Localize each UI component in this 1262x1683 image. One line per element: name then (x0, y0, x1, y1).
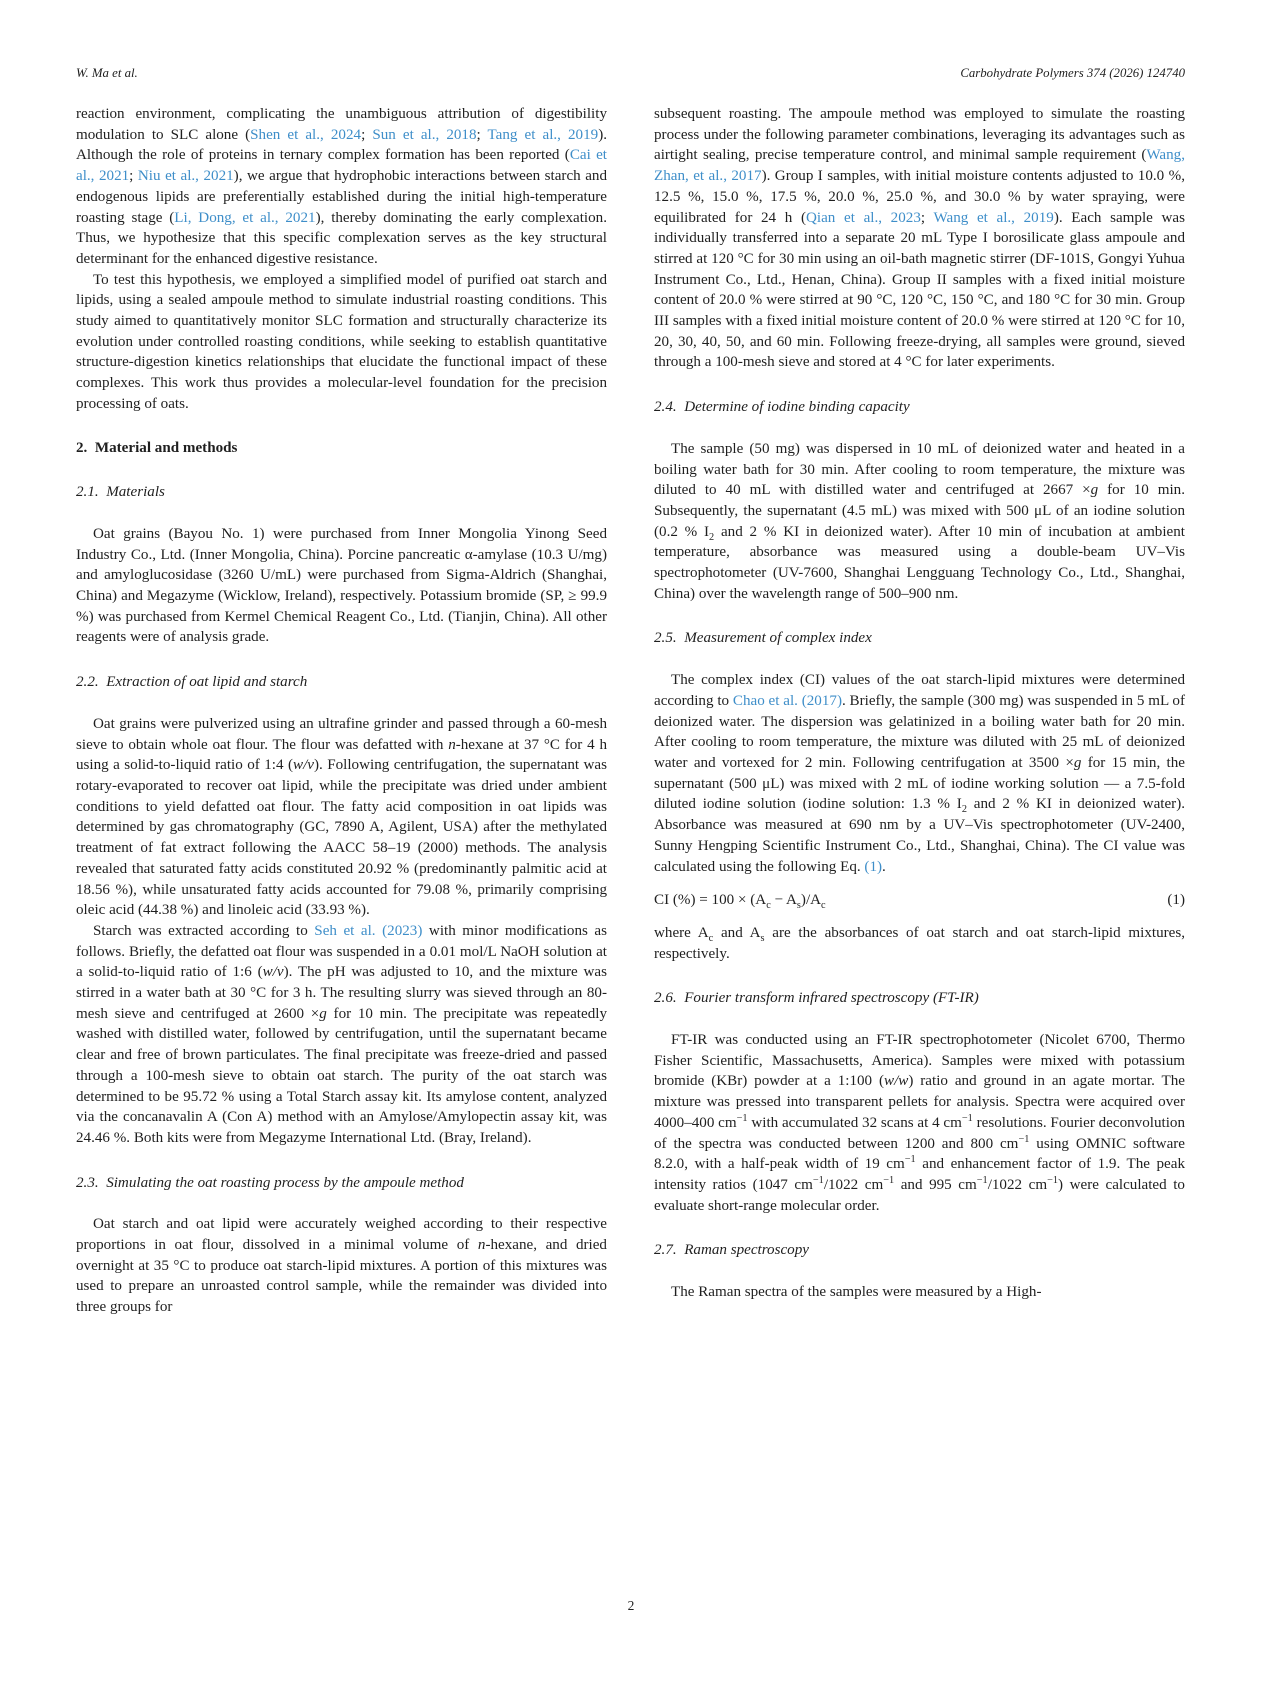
text-run: for 15 min, the supernatant (500 μL) was mixed with 2 mL of iodine working solution — a 7.5-fold diluted iodine solution (iodine solution: 1.3 % I (654, 754, 1185, 813)
italic-text: w/v (262, 964, 284, 981)
page-number: 2 (627, 1598, 635, 1613)
left-column (76, 104, 607, 1318)
subscript-text: 2 (961, 804, 967, 816)
text-run: reaction environment, complicating the unambiguous attribution of digestibility modulation to SLC alone ( (76, 106, 607, 143)
citation-link[interactable]: Sun et al., 2018 (372, 126, 477, 143)
text-run: 2.6. Fourier transform infrared spectroscopy (FT-IR) (654, 990, 979, 1007)
text-run: CI (%) = 100 × (A (654, 892, 767, 909)
citation-link[interactable]: (1) (864, 858, 883, 875)
text-run: ) were calculated to evaluate short-range molecular order. (654, 1176, 1185, 1214)
text-run: 2.4. Determine of iodine binding capacity (654, 399, 910, 416)
text-run: 2.1. Materials (76, 484, 165, 501)
superscript-text: −1 (812, 1174, 824, 1186)
text-run: ). Group I samples, with initial moisture contents adjusted to 10.0 %, 12.5 %, 15.0 %, 17.5 %, 20.0 %, 25.0 %, and 30.0 % by water spraying, were equilibrated for 24 h ( (654, 168, 1185, 226)
text-run: subsequent roasting. The ampoule method was employed to simulate the roasting process under the following parameter combinations, leveraging its advantages such as airtight sealing, precise temperature control, and minimal sample requirement ( (654, 106, 1185, 164)
text-run: ). The pH was adjusted to 10, and the mixture was stirred in a water bath at 30 °C for 3 h. The resulting slurry was sieved through an 80-mesh sieve and centrifuged at 2600 × (76, 964, 607, 1022)
citation-link[interactable]: Niu et al., 2021 (137, 168, 234, 185)
subscript-text: c (766, 900, 771, 912)
paragraph (76, 104, 607, 270)
italic-text: g (319, 1005, 327, 1022)
italic-text: g (1073, 754, 1082, 771)
equation (654, 890, 1185, 911)
citation-link[interactable]: Chao et al. (2017) (732, 692, 842, 709)
citation-link[interactable]: Wang, Zhan, et al., 2017 (654, 147, 1185, 185)
text-run: Oat starch and oat lipid were accurately weighed according to their respective proportions in oat flour, dissolved in a minimal volume of (76, 1216, 607, 1254)
italic-text: w/v (293, 757, 314, 774)
subsection-heading (654, 988, 1185, 1009)
paragraph (654, 1282, 1185, 1303)
subscript-text: s (760, 932, 765, 944)
text-run: The sample (50 mg) was dispersed in 10 mL of deionized water and heated in a boiling water bath for 30 min. After cooling to room temperature, the mixture was diluted to 40 mL with distilled water and centrifuged at 2667 × (654, 440, 1185, 499)
paragraph (654, 923, 1185, 964)
superscript-text: −1 (1018, 1133, 1030, 1145)
paragraph (654, 439, 1185, 605)
text-run: ; (476, 126, 488, 143)
superscript-text: −1 (883, 1174, 895, 1186)
section-heading (76, 438, 607, 459)
subscript-text: c (821, 900, 826, 912)
running-head-authors: W. Ma et al. (76, 66, 138, 80)
text-run: Oat grains were pulverized using an ultrafine grinder and passed through a 60-mesh sieve to obtain whole oat flour. The flour was defatted with (76, 715, 607, 753)
text-run: ). Although the role of proteins in ternary complex formation has been reported ( (76, 126, 607, 164)
text-run: ) ratio and ground in an agate mortar. The mixture was pressed into transparent pellets for analysis. Spectra were acquired over 4000–400 cm (654, 1073, 1185, 1131)
text-run: ; (920, 209, 934, 226)
paragraph (654, 104, 1185, 373)
text-run: and 2 % KI in deionized water). After 10 min of incubation at ambient temperature, absorbance was measured using a double-beam UV–Vis spectrophotometer (UV-7600, Shanghai Lengguang Technology Co., Ltd., Shanghai, China) over the wavelength range of 500–900 nm. (654, 523, 1185, 602)
text-run: and A (713, 924, 761, 941)
text-run: 2.5. Measurement of complex index (654, 630, 872, 647)
article-body (76, 104, 1185, 1318)
italic-text: w/w (884, 1073, 909, 1090)
text-run: -hexane, and dried overnight at 35 °C to produce oat starch-lipid mixtures. A portion of this mixtures was used to prepare an unroasted control sample, while the remainder was divided into three groups for (76, 1237, 607, 1316)
subscript-text: s (796, 900, 801, 912)
text-run: 2.3. Simulating the oat roasting process by the ampoule method (76, 1174, 464, 1191)
paragraph (654, 670, 1185, 877)
text-run: -hexane at 37 °C for 4 h using a solid-to-liquid ratio of 1:4 ( (76, 736, 607, 774)
italic-text: n (448, 736, 456, 753)
paragraph (76, 714, 607, 921)
citation-link[interactable]: Li, Dong, et al., 2021 (174, 209, 316, 226)
text-run: for 10 min. The precipitate was repeatedly washed with distilled water, followed by centrifugation, until the supernatant became clear and free of brown particulates. The final precipitate was freeze-dried and passed through a 100-mesh sieve to obtain oat starch. The purity of the oat starch was determined to be 95.72 % using a Total Starch assay kit. Its amylose content, analyzed via the concanavalin A (Con A) method with an Amylose/Amylopectin assay kit, was 24.46 %. Both kits were from Megazyme International Ltd. (Bray, Ireland). (76, 1005, 607, 1146)
text-run: are the absorbances of oat starch and oat starch-lipid mixtures, respectively. (654, 924, 1185, 962)
equation-number: (1) (1167, 892, 1185, 909)
subscript-text: 2 (709, 531, 715, 543)
text-run: ). Each sample was individually transferred into a separate 20 mL Type I borosilicate glass ampoule and stirred at 120 °C for 30 min using an oil-bath magnetic stirrer (DF-101S, Gongyi Yuhua Instrument Co., Ltd., Henan, China). Group II samples with a fixed initial moisture content of 20.0 % were stirred at 90 °C, 120 °C, 150 °C, and 180 °C for 30 min. Group III samples with a fixed initial moisture content of 20.0 % were stirred at 120 °C for 10, 20, 30, 40, 50, and 60 min. Following freeze-drying, all samples were ground, sieved through a 100-mesh sieve and stored at 4 °C for later experiments. (654, 209, 1185, 371)
right-column (654, 104, 1185, 1318)
paragraph (76, 1214, 607, 1318)
citation-link[interactable]: Wang et al., 2019 (933, 209, 1054, 226)
paragraph (76, 921, 607, 1149)
citation-link[interactable]: Tang et al., 2019 (487, 126, 599, 143)
text-run: . Briefly, the sample (300 mg) was suspended in 5 mL of deionized water. The dispersion was gelatinized in a boiling water bath for 20 min. After cooling to room temperature, the mixture was diluted with 25 mL of deionized water and vortexed for 2 min. Following centrifugation at 3500 × (654, 692, 1185, 771)
running-head (76, 66, 1185, 81)
text-run: Starch was extracted according to (93, 922, 315, 939)
superscript-text: −1 (976, 1174, 988, 1186)
text-run: and enhancement factor of 1.9. The peak intensity ratios (1047 cm (654, 1156, 1185, 1193)
subsection-heading (76, 672, 607, 693)
text-run: /1022 cm (987, 1176, 1048, 1193)
text-run: using OMNIC software 8.2.0, with a half-peak width of 19 cm (654, 1135, 1186, 1173)
text-run: 2. Material and methods (76, 439, 238, 456)
citation-link[interactable]: Cai et al., 2021 (76, 147, 607, 185)
subsection-heading (76, 1173, 607, 1194)
text-run: 2.2. Extraction of oat lipid and starch (76, 674, 308, 691)
text-run: − A (770, 892, 797, 909)
text-run: and 995 cm (894, 1176, 977, 1193)
text-run: ). Following centrifugation, the supernatant was rotary-evaporated to recover oat lipid, while the precipitate was dried under ambient conditions to yield defatted oat flour. The fatty acid composition in oat lipids was determined by gas chromatography (GC, 7890 A, Agilent, USA) after the methylated treatment of fat extract following the AACC 58–19 (2000) methods. The analysis revealed that saturated fatty acids constituted 20.92 % (predominantly palmitic acid at 18.56 %), while unsaturated fatty acids accounted for 79.08 %, primarily comprising oleic acid (44.38 %) and linoleic acid (33.93 %). (76, 757, 607, 919)
text-run: ), we argue that hydrophobic interactions between starch and endogenous lipids are preferentially established during the initial high-temperature roasting stage ( (76, 168, 608, 226)
citation-link[interactable]: Shen et al., 2024 (250, 126, 362, 143)
text-run: ; (361, 126, 373, 143)
citation-link[interactable]: Qian et al., 2023 (806, 209, 921, 226)
text-run: FT-IR was conducted using an FT-IR spectrophotometer (Nicolet 6700, Thermo Fisher Scientific, Massachusetts, America). Samples were mixed with potassium bromide (KBr) powder at a 1:100 ( (654, 1032, 1185, 1090)
text-run: The complex index (CI) values of the oat starch-lipid mixtures were determined according to (654, 672, 1185, 709)
paragraph (76, 524, 607, 648)
text-run: /1022 cm (823, 1176, 884, 1193)
equation-body (654, 890, 826, 911)
text-run: 2.7. Raman spectroscopy (654, 1242, 809, 1259)
paragraph (76, 270, 607, 415)
text-run: To test this hypothesis, we employed a simplified model of purified oat starch and lipids, using a sealed ampoule method to simulate industrial roasting conditions. This study aimed to quantitatively monitor SLC formation and structurally characterize its evolution under controlled roasting conditions, while seeking to establish quantitative structure-digestion kinetics relationships that elucidate the functional impact of these complexes. This work thus provides a molecular-level foundation for the precision processing of oats. (76, 271, 607, 412)
superscript-text: −1 (904, 1154, 916, 1166)
text-run: )/A (800, 892, 822, 909)
text-run: with minor modifications as follows. Briefly, the defatted oat flour was suspended in a 0.01 mol/L NaOH solution at a solid-to-liquid ratio of 1:6 ( (76, 922, 608, 981)
text-run: with accumulated 32 scans at 4 cm (747, 1114, 962, 1131)
running-head-journal: Carbohydrate Polymers 374 (2026) 124740 (960, 66, 1185, 80)
text-run: ; (129, 168, 138, 185)
subsection-heading (654, 397, 1185, 418)
text-run: Oat grains (Bayou No. 1) were purchased from Inner Mongolia Yinong Seed Industry Co., Ltd. (Inner Mongolia, China). Porcine pancreatic α-amylase (10.3 U/mg) and amyloglucosidase (3260 U/mL) were purchased from Sigma-Aldrich (Shanghai, China) and Megazyme (Wicklow, Ireland), respectively. Potassium bromide (SP, ≥ 99.9 %) was purchased from Kermel Chemical Reagent Co., Ltd. (Tianjin, China). All other reagents were of analysis grade. (76, 525, 607, 646)
text-run: for 10 min. Subsequently, the supernatant (4.5 mL) was mixed with 500 μL of an iodine solution (0.2 % I (654, 482, 1185, 540)
superscript-text: −1 (961, 1112, 973, 1124)
superscript-text: −1 (1047, 1174, 1059, 1186)
subscript-text: c (708, 932, 714, 944)
text-run: ), thereby dominating the early complexation. Thus, we hypothesize that this specific complexation serves as the key structural determinant for the enhanced digestive resistance. (76, 209, 607, 267)
subsection-heading (654, 1240, 1185, 1261)
superscript-text: −1 (736, 1112, 748, 1124)
italic-text: g (1090, 482, 1099, 499)
text-run: and 2 % KI in deionized water). Absorbance was measured at 690 nm by a UV–Vis spectrophotometer (UV-2400, Sunny Hengping Scientific Instrument Co., Ltd., Shanghai, China). The CI value was calculated using the following Eq. (654, 796, 1185, 875)
paragraph (654, 1030, 1185, 1216)
text-run: resolutions. Fourier deconvolution of the spectra was conducted between 1200 and 800 cm (654, 1114, 1185, 1152)
subsection-heading (654, 628, 1185, 649)
text-run: where A (654, 924, 709, 941)
subsection-heading (76, 482, 607, 503)
italic-text: n (477, 1237, 486, 1254)
text-run: . (882, 858, 886, 875)
text-run: The Raman spectra of the samples were measured by a High- (671, 1284, 1042, 1301)
citation-link[interactable]: Seh et al. (2023) (314, 922, 423, 939)
